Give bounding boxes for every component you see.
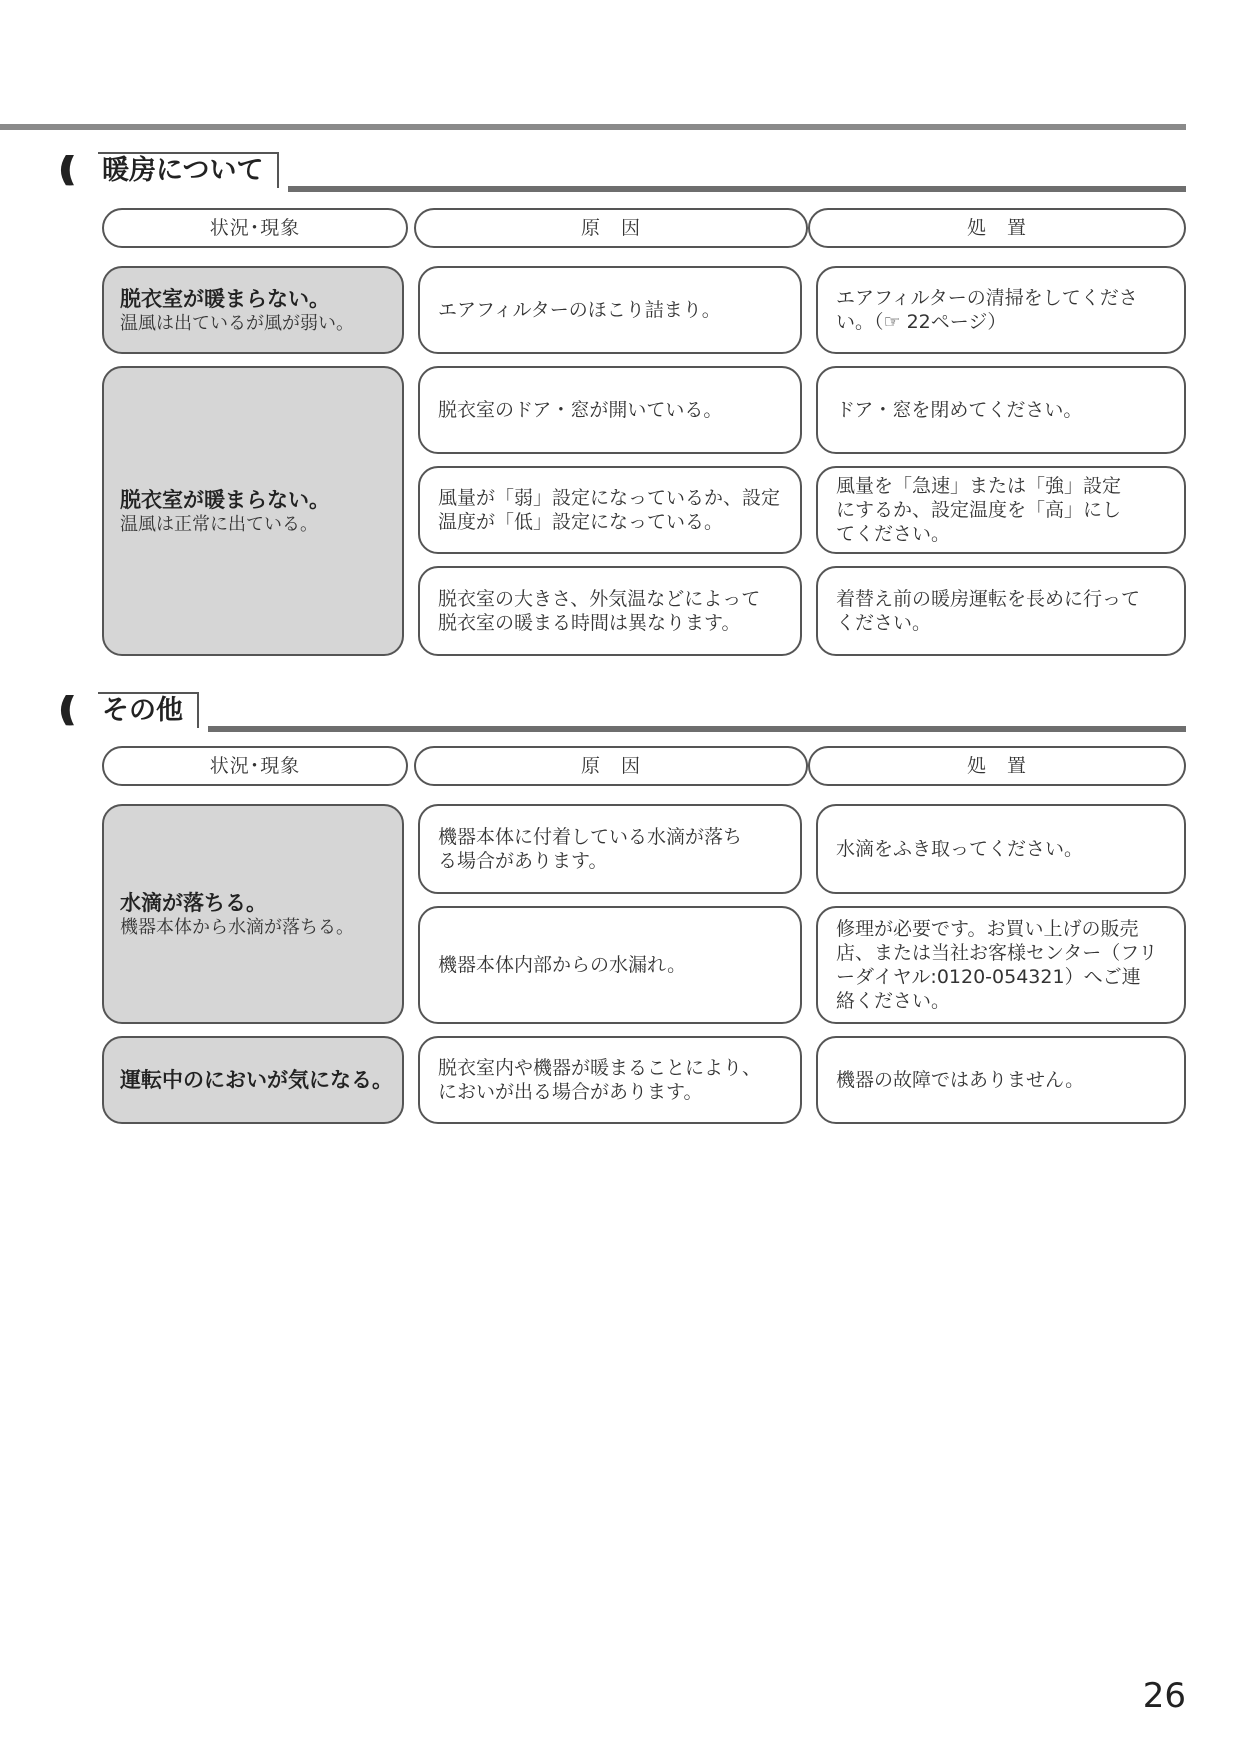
symptom-cell <box>102 804 404 1024</box>
cause-cell <box>418 566 802 656</box>
remedy-text: 着替え前の暖房運転を長めに行って ください。 <box>836 588 1141 634</box>
cause-text: 脱衣室のドア・窓が開いている。 <box>438 399 723 421</box>
remedy-cell <box>816 566 1186 656</box>
section-heading-heating <box>58 148 1186 194</box>
remedy-cell <box>816 1036 1186 1124</box>
symptom-main: 水滴が落ちる。 <box>120 890 267 915</box>
remedy-cell <box>816 266 1186 354</box>
remedy-text: 機器の故障ではありません。 <box>836 1069 1085 1091</box>
header-symptom: 状況･現象 <box>102 208 408 248</box>
remedy-cell <box>816 466 1186 554</box>
remedy-text: 水滴をふき取ってください。 <box>836 838 1084 860</box>
page-number: 26 <box>1142 1676 1186 1716</box>
symptom-cell <box>102 266 404 354</box>
cause-cell <box>418 466 802 554</box>
header-cause: 原 因 <box>414 208 808 248</box>
remedy-text: 風量を「急速」または「強」設定 にするか、設定温度を「高」にし てください。 <box>836 475 1122 545</box>
cause-cell <box>418 804 802 894</box>
section-heading-other <box>58 688 1186 734</box>
cause-cell <box>418 266 802 354</box>
cause-text: 風量が「弱」設定になっているか、設定 温度が「低」設定になっている。 <box>438 487 781 533</box>
remedy-text: エアフィルターの清掃をしてください。（☞ 22ページ） <box>836 287 1138 333</box>
remedy-text: 修理が必要です。お買い上げの販売 店、または当社お客様センター（フリ ーダイヤル:0120-054321）へご連 絡ください。 <box>836 918 1158 1012</box>
header-remedy: 処 置 <box>808 208 1186 248</box>
cause-text: 脱衣室内や機器が暖まることにより、 においが出る場合があります。 <box>438 1057 762 1103</box>
top-rule <box>0 124 1186 130</box>
section-rule <box>288 186 1186 192</box>
section-rule <box>208 726 1186 732</box>
section-marker-icon: ((( <box>58 150 63 190</box>
symptom-cell <box>102 366 404 656</box>
cause-cell <box>418 1036 802 1124</box>
cause-cell <box>418 906 802 1024</box>
header-remedy: 処 置 <box>808 746 1186 786</box>
section-title: その他 <box>98 692 199 728</box>
symptom-main: 脱衣室が暖まらない。 <box>120 487 330 512</box>
symptom-main: 運転中のにおいが気になる。 <box>120 1068 393 1092</box>
cause-text: エアフィルターのほこり詰まり。 <box>438 299 721 321</box>
symptom-cell <box>102 1036 404 1124</box>
header-symptom: 状況･現象 <box>102 746 408 786</box>
symptom-sub: 機器本体から水滴が落ちる。 <box>120 916 354 938</box>
remedy-cell <box>816 366 1186 454</box>
section-marker-icon: ((( <box>58 690 63 730</box>
cause-text: 機器本体内部からの水漏れ。 <box>438 954 687 976</box>
remedy-cell <box>816 804 1186 894</box>
remedy-text: ドア・窓を閉めてください。 <box>836 399 1083 421</box>
remedy-cell <box>816 906 1186 1024</box>
symptom-main: 脱衣室が暖まらない。 <box>120 286 330 311</box>
symptom-sub: 温風は出ているが風が弱い。 <box>120 312 354 334</box>
cause-text: 脱衣室の大きさ、外気温などによって 脱衣室の暖まる時間は異なります。 <box>438 588 761 634</box>
cause-text: 機器本体に付着している水滴が落ち る場合があります。 <box>438 826 743 872</box>
symptom-sub: 温風は正常に出ている。 <box>120 513 318 535</box>
header-cause: 原 因 <box>414 746 808 786</box>
section-title: 暖房について <box>98 152 279 188</box>
cause-cell <box>418 366 802 454</box>
